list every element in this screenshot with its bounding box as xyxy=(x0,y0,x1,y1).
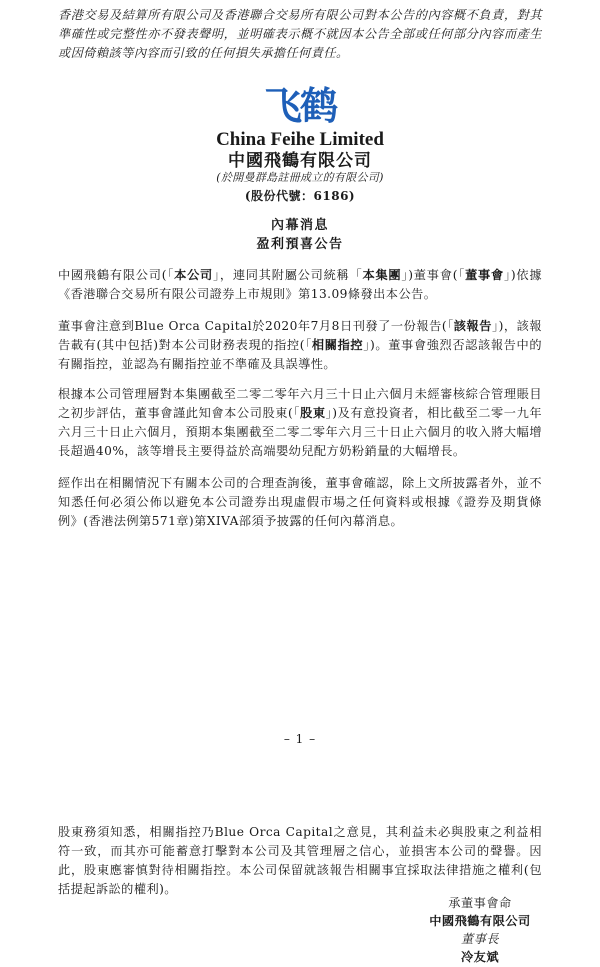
signature-title: 董事長 xyxy=(460,932,500,946)
defined-term-shareholders: 股東 xyxy=(300,406,326,420)
paragraph-confirmation: 經作出在相關情況下有關本公司的合理查詢後，董事會確認，除上文所披露者外，並不知悉任何必須公佈以避免本公司證券出現虛假市場之任何資料或根據《證券及期貨條例》(香港法例第571章)第XIVA部須予披露的任何內幕消息。 xyxy=(58,476,542,528)
paragraph-introduction xyxy=(58,266,542,304)
paragraph-profit-alert xyxy=(58,385,542,461)
company-name-zh: 中國飛鶴有限公司 xyxy=(228,151,372,171)
text-run: 根據本公司管理層對本集團截至二零二零年六月三十日止六個月未經審核綜合管理賬目之初步評估，董事會謹此知會本公司股東(「 xyxy=(58,387,542,420)
text-run: 」)，該報告載有(其中包括)對本公司財務表現的指控(「 xyxy=(58,319,542,352)
text-run: 中國飛鶴有限公司(「 xyxy=(58,268,175,282)
defined-term-report: 該報告 xyxy=(453,319,492,333)
text-run: 董事會注意到Blue Orca Capital於2020年7月8日刊發了一份報告(「 xyxy=(58,319,454,333)
page-number: – 1 – xyxy=(283,732,317,746)
feihe-logo xyxy=(244,82,356,130)
text-run: 」)董事會(「 xyxy=(401,268,466,282)
text-run: 」)。董事會強烈否認該報告中的有關指控，並認為有關指控並不準確及具誤導性。 xyxy=(58,338,542,371)
text-run: 」，連同其附屬公司統稱「 xyxy=(213,268,363,282)
text-run: 」)依據《香港聯合交易所有限公司證券上市規則》第13.09條發出本公告。 xyxy=(58,268,542,301)
defined-term-company: 本公司 xyxy=(174,268,214,282)
signature-name: 冷友斌 xyxy=(460,950,500,964)
signature-by-order: 承董事會命 xyxy=(448,896,512,910)
text-run: 」)及有意投資者，相比截至二零一九年六月三十日止六個月，預期本集團截至二零二零年六月三十日止六個月的收入將大幅增長超過40%，該等增長主要得益於高端嬰幼兒配方奶粉銷量的大幅增長。 xyxy=(58,406,542,458)
defined-term-allegations: 相關指控 xyxy=(311,338,364,352)
defined-term-board: 董事會 xyxy=(465,268,504,282)
incorporation-note: (於開曼群島註冊成立的有限公司) xyxy=(216,171,384,184)
paragraph-report-allegations xyxy=(58,317,542,374)
company-name-en: China Feihe Limited xyxy=(216,129,384,150)
signature-company: 中國飛鶴有限公司 xyxy=(429,914,531,928)
logo-wordmark: 飞鹤 xyxy=(263,84,336,128)
heading-inside-information: 內幕消息 xyxy=(270,218,329,233)
defined-term-group: 本集團 xyxy=(362,268,402,282)
stock-code: (股份代號：6186) xyxy=(244,189,356,203)
paragraph-shareholder-notice: 股東務須知悉，相關指控乃Blue Orca Capital之意見，其利益未必與股東之利益相符一致，而其亦可能蓄意打擊對本公司及其管理層之信心，並損害本公司的聲譽。因此，股東應審慎對待相關指控。本公司保留就該報告相關事宜採取法律措施之權利(包括提起訴訟的權利)。 xyxy=(58,825,542,896)
heading-positive-profit-alert: 盈利預喜公告 xyxy=(256,237,344,252)
disclaimer-text: 香港交易及結算所有限公司及香港聯合交易所有限公司對本公告的內容概不負責，對其準確性或完整性亦不發表聲明，並明確表示概不就因本公告全部或任何部分內容而產生或因倚賴該等內容而引致的任何損失承擔任何責任。 xyxy=(58,8,542,60)
